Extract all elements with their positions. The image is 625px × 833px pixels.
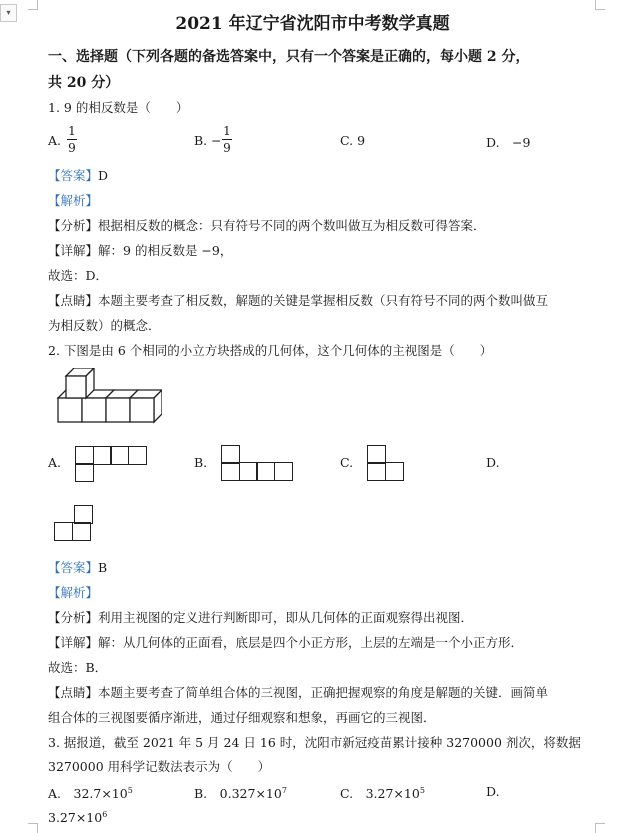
page-title: 2021 年辽宁省沈阳市中考数学真题: [175, 14, 450, 34]
q1-option-c: C. 9: [340, 133, 366, 148]
q2-analysis-tag: 【解析】: [48, 585, 99, 600]
margin-corner-mark: [28, 823, 38, 833]
q3-option-d: D.: [486, 784, 500, 799]
q1-stem: 1. 9 的相反数是（ ）: [48, 100, 189, 115]
q2-dianjing-cont: 组合体的三视图要循序渐进，通过仔细观察和想象，再画它的三视图．: [48, 710, 436, 725]
q3-option-b: B. $0.327\times 10^7$: [194, 785, 287, 801]
q2-fenxi: 【分析】利用主视图的定义进行判断即可，即从几何体的正面观察得出视图．: [48, 610, 474, 625]
q1-dianjing: 【点睛】本题主要考查了相反数，解题的关键是掌握相反数（只有符号不同的两个数叫做互: [48, 293, 549, 308]
q2-option-d: D.: [486, 455, 500, 470]
q1-option-a: A.: [48, 133, 62, 148]
q3-option-c: C. $3.27\times 10^5$: [340, 785, 425, 801]
q3-stem: 3. 据报道，截至 2021 年 5 月 24 日 16 时，沈阳市新冠疫苗累计接种 3270000 剂次，将数据: [48, 735, 581, 750]
q1-xiangjie: 【详解】解：9 的相反数是 −9，: [48, 243, 233, 258]
chevron-down-icon[interactable]: ▾: [0, 4, 17, 22]
q2-option-c: C.: [340, 455, 354, 470]
q2-xiangjie: 【详解】解：从几何体的正面看，底层是四个小正方形，上层的左端是一个小正方形．: [48, 635, 524, 650]
q2-option-a: A.: [48, 455, 62, 470]
q1-dianjing-cont: 为相反数）的概念．: [48, 318, 161, 333]
section-heading-cont: 共 20 分）: [48, 75, 120, 91]
q1-fenxi: 【分析】根据相反数的概念：只有符号不同的两个数叫做互为相反数可得答案．: [48, 218, 486, 233]
q3-stem-cont: 3270000 用科学记数法表示为（ ）: [48, 759, 271, 774]
q1-guxuan: 故选：D．: [48, 268, 109, 283]
q1-option-d: D. −9: [486, 135, 531, 150]
q1-option-a-fraction: 1 9: [68, 124, 76, 155]
q1-option-b: B. −: [194, 133, 222, 148]
q2-answer: 【答案】B: [48, 560, 108, 575]
q1-option-b-fraction: 1 9: [223, 124, 231, 155]
q2-guxuan: 故选：B．: [48, 660, 108, 675]
q2-solid-figure: [54, 368, 162, 424]
q1-analysis-tag: 【解析】: [48, 193, 99, 208]
q3-option-a: A. $32.7\times 10^5$: [48, 785, 133, 801]
q2-stem: 2. 下图是由 6 个相同的小立方块搭成的几何体，这个几何体的主视图是（ ）: [48, 343, 493, 358]
q3-option-d-value: $3.27\times 10^6$: [48, 810, 108, 826]
q1-answer: 【答案】D: [48, 168, 109, 183]
q2-dianjing: 【点睛】本题主要考查了简单组合体的三视图，正确把握观察的角度是解题的关键．画简单: [48, 685, 549, 700]
q2-option-b: B.: [194, 455, 208, 470]
margin-corner-mark: [595, 823, 605, 833]
section-heading: 一、选择题（下列各题的备选答案中，只有一个答案是正确的，每小题 2 分，: [48, 49, 530, 65]
